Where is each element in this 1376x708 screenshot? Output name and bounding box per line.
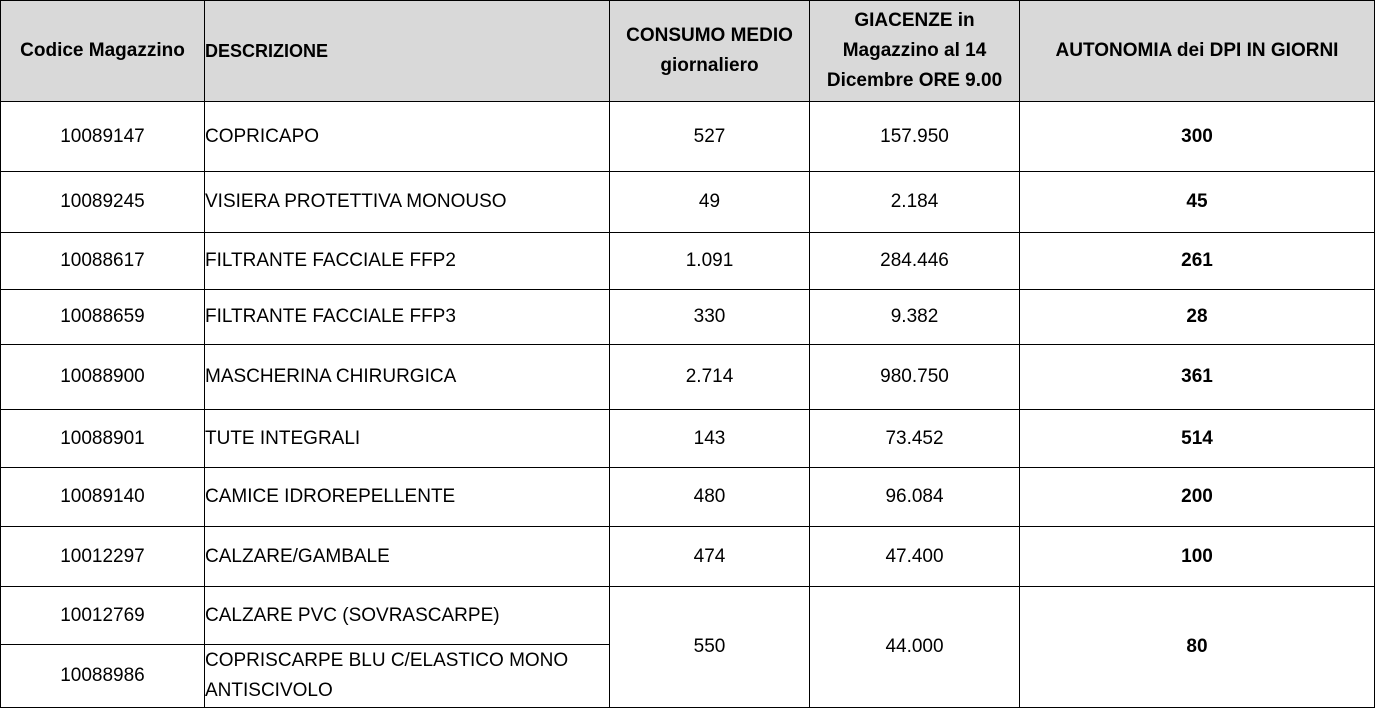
cell-codice: 10012769 [1, 587, 205, 645]
cell-consumo: 143 [610, 410, 810, 468]
cell-codice: 10089147 [1, 102, 205, 172]
cell-consumo: 527 [610, 102, 810, 172]
header-consumo-line1: CONSUMO MEDIO [626, 25, 793, 46]
cell-codice: 10089140 [1, 468, 205, 527]
cell-autonomia: 514 [1020, 410, 1375, 468]
cell-giacenze-merged: 44.000 [810, 587, 1020, 708]
table-row [1, 345, 1375, 410]
cell-consumo-merged: 550 [610, 587, 810, 708]
table-row [1, 233, 1375, 290]
header-giacenze [810, 1, 1020, 102]
cell-autonomia: 45 [1020, 172, 1375, 233]
cell-codice: 10088617 [1, 233, 205, 290]
cell-codice: 10088901 [1, 410, 205, 468]
cell-consumo: 2.714 [610, 345, 810, 410]
cell-giacenze: 96.084 [810, 468, 1020, 527]
cell-descrizione-line2: ANTISCIVOLO [205, 680, 333, 701]
header-autonomia: AUTONOMIA dei DPI IN GIORNI [1020, 1, 1375, 102]
cell-descrizione: MASCHERINA CHIRURGICA [205, 345, 610, 410]
cell-descrizione [205, 645, 610, 708]
table-row [1, 290, 1375, 345]
cell-giacenze: 157.950 [810, 102, 1020, 172]
header-giacenze-line1: GIACENZE in [854, 10, 975, 31]
cell-consumo: 474 [610, 527, 810, 587]
cell-consumo: 1.091 [610, 233, 810, 290]
cell-autonomia: 361 [1020, 345, 1375, 410]
cell-consumo: 480 [610, 468, 810, 527]
table-row [1, 172, 1375, 233]
cell-giacenze: 9.382 [810, 290, 1020, 345]
cell-descrizione: FILTRANTE FACCIALE FFP3 [205, 290, 610, 345]
header-descrizione: DESCRIZIONE [205, 1, 610, 102]
cell-autonomia: 100 [1020, 527, 1375, 587]
table-row [1, 410, 1375, 468]
header-giacenze-line2: Magazzino al 14 [842, 40, 987, 61]
cell-giacenze: 73.452 [810, 410, 1020, 468]
cell-descrizione: COPRICAPO [205, 102, 610, 172]
cell-giacenze: 2.184 [810, 172, 1020, 233]
cell-descrizione: CALZARE/GAMBALE [205, 527, 610, 587]
header-codice: Codice Magazzino [1, 1, 205, 102]
cell-descrizione-line1: COPRISCARPE BLU C/ELASTICO MONO [205, 650, 569, 671]
cell-autonomia: 261 [1020, 233, 1375, 290]
cell-codice: 10088659 [1, 290, 205, 345]
cell-autonomia-merged: 80 [1020, 587, 1375, 708]
cell-consumo: 330 [610, 290, 810, 345]
cell-autonomia: 300 [1020, 102, 1375, 172]
cell-giacenze: 980.750 [810, 345, 1020, 410]
header-giacenze-line3: Dicembre ORE 9.00 [826, 70, 1003, 91]
table-row [1, 527, 1375, 587]
cell-codice: 10088986 [1, 645, 205, 708]
cell-autonomia: 28 [1020, 290, 1375, 345]
cell-descrizione: VISIERA PROTETTIVA MONOUSO [205, 172, 610, 233]
cell-giacenze: 47.400 [810, 527, 1020, 587]
header-row [1, 1, 1375, 102]
cell-codice: 10088900 [1, 345, 205, 410]
cell-descrizione: CALZARE PVC (SOVRASCARPE) [205, 587, 610, 645]
table-row [1, 102, 1375, 172]
cell-descrizione: CAMICE IDROREPELLENTE [205, 468, 610, 527]
header-consumo-line2: giornaliero [660, 55, 759, 76]
cell-giacenze: 284.446 [810, 233, 1020, 290]
cell-descrizione: TUTE INTEGRALI [205, 410, 610, 468]
cell-descrizione: FILTRANTE FACCIALE FFP2 [205, 233, 610, 290]
table-row [1, 468, 1375, 527]
cell-codice: 10089245 [1, 172, 205, 233]
cell-codice: 10012297 [1, 527, 205, 587]
cell-consumo: 49 [610, 172, 810, 233]
header-consumo [610, 1, 810, 102]
table-row [1, 587, 1375, 645]
cell-autonomia: 200 [1020, 468, 1375, 527]
